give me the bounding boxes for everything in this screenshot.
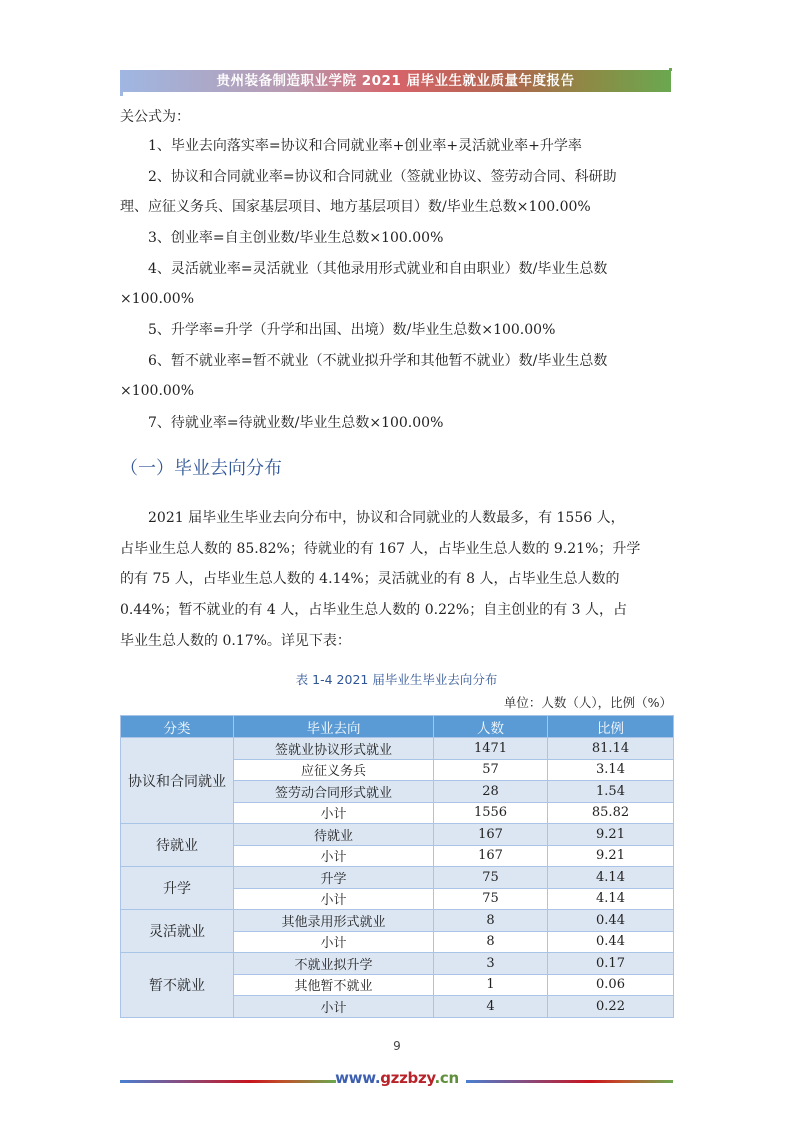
ratio-cell: 0.44 xyxy=(548,910,674,932)
ratio-cell: 0.44 xyxy=(548,931,674,953)
destination-cell: 升学 xyxy=(234,867,434,889)
url-suffix: .cn xyxy=(434,1069,459,1087)
category-cell: 暂不就业 xyxy=(121,953,234,1018)
formula-line: 4、灵活就业率=灵活就业（其他录用形式就业和自由职业）数/毕业生总数 xyxy=(148,261,608,277)
count-cell: 1 xyxy=(434,974,548,996)
ratio-cell: 81.14 xyxy=(548,738,674,760)
destination-cell: 小计 xyxy=(234,802,434,824)
footer-url[interactable] xyxy=(320,1068,474,1088)
ratio-cell: 9.21 xyxy=(548,845,674,867)
url-prefix: www. xyxy=(335,1069,381,1087)
category-cell: 灵活就业 xyxy=(121,910,234,953)
formula-line: 5、升学率=升学（升学和出国、出境）数/毕业生总数×100.00% xyxy=(148,322,556,338)
formula-line: ×100.00% xyxy=(120,291,195,307)
url-domain: gzzbzy xyxy=(380,1069,435,1087)
paragraph-line: 0.44%；暂不就业的有 4 人，占毕业生总人数的 0.22%；自主创业的有 3 人，占 xyxy=(120,602,628,618)
table-row xyxy=(121,738,674,760)
category-cell: 待就业 xyxy=(121,824,234,867)
destination-cell: 其他暂不就业 xyxy=(234,974,434,996)
destination-cell: 不就业拟升学 xyxy=(234,953,434,975)
count-cell: 1556 xyxy=(434,802,548,824)
destination-cell: 应征义务兵 xyxy=(234,759,434,781)
section-heading: （一）毕业去向分布 xyxy=(120,458,282,479)
ratio-cell: 0.22 xyxy=(548,996,674,1018)
destination-cell: 其他录用形式就业 xyxy=(234,910,434,932)
destination-cell: 签劳动合同形式就业 xyxy=(234,781,434,803)
table-row xyxy=(121,824,674,846)
footer-line-left xyxy=(120,1080,336,1083)
count-cell: 167 xyxy=(434,824,548,846)
formula-line: 2、协议和合同就业率=协议和合同就业（签就业协议、签劳动合同、科研助 xyxy=(148,169,617,185)
destination-cell: 小计 xyxy=(234,996,434,1018)
formula-line: 7、待就业率=待就业数/毕业生总数×100.00% xyxy=(148,415,444,431)
formula-line: 1、毕业去向落实率=协议和合同就业率+创业率+灵活就业率+升学率 xyxy=(148,138,582,154)
category-cell: 协议和合同就业 xyxy=(121,738,234,824)
destination-cell: 小计 xyxy=(234,931,434,953)
count-cell: 3 xyxy=(434,953,548,975)
count-cell: 8 xyxy=(434,910,548,932)
category-cell: 升学 xyxy=(121,867,234,910)
count-cell: 8 xyxy=(434,931,548,953)
column-header-destination: 毕业去向 xyxy=(234,716,434,738)
count-cell: 57 xyxy=(434,759,548,781)
paragraph-line: 占毕业生总人数的 85.82%；待就业的有 167 人，占毕业生总人数的 9.21%；升学 xyxy=(120,541,641,557)
formula-intro: 关公式为： xyxy=(120,109,190,125)
ratio-cell: 3.14 xyxy=(548,759,674,781)
destination-cell: 签就业协议形式就业 xyxy=(234,738,434,760)
column-header-ratio: 比例 xyxy=(548,716,674,738)
table-unit-label: 单位：人数（人），比例（%） xyxy=(503,695,672,710)
formula-line: ×100.00% xyxy=(120,383,195,399)
destination-cell: 小计 xyxy=(234,888,434,910)
formula-line: 3、创业率=自主创业数/毕业生总数×100.00% xyxy=(148,230,444,246)
count-cell: 167 xyxy=(434,845,548,867)
column-header-category: 分类 xyxy=(121,716,234,738)
table-row xyxy=(121,953,674,975)
page-number: 9 xyxy=(393,1039,401,1053)
ratio-cell: 85.82 xyxy=(548,802,674,824)
table-row xyxy=(121,867,674,889)
paragraph-line: 的有 75 人，占毕业生总人数的 4.14%；灵活就业的有 8 人，占毕业生总人数的 xyxy=(120,571,620,587)
ratio-cell: 1.54 xyxy=(548,781,674,803)
ratio-cell: 9.21 xyxy=(548,824,674,846)
ratio-cell: 4.14 xyxy=(548,867,674,889)
count-cell: 75 xyxy=(434,867,548,889)
table-header-row xyxy=(121,716,674,738)
footer-line-right xyxy=(466,1080,673,1083)
formula-line: 6、暂不就业率=暂不就业（不就业拟升学和其他暂不就业）数/毕业生总数 xyxy=(148,353,608,369)
ratio-cell: 0.06 xyxy=(548,974,674,996)
count-cell: 28 xyxy=(434,781,548,803)
count-cell: 4 xyxy=(434,996,548,1018)
table-row xyxy=(121,910,674,932)
count-cell: 75 xyxy=(434,888,548,910)
destination-cell: 待就业 xyxy=(234,824,434,846)
paragraph-line: 2021 届毕业生毕业去向分布中，协议和合同就业的人数最多，有 1556 人， xyxy=(148,510,625,526)
destination-cell: 小计 xyxy=(234,845,434,867)
paragraph-line: 毕业生总人数的 0.17%。详见下表： xyxy=(120,633,351,649)
count-cell: 1471 xyxy=(434,738,548,760)
ratio-cell: 0.17 xyxy=(548,953,674,975)
column-header-count: 人数 xyxy=(434,716,548,738)
ratio-cell: 4.14 xyxy=(548,888,674,910)
table-caption: 表 1-4 2021 届毕业生毕业去向分布 xyxy=(295,672,498,687)
destination-table xyxy=(120,715,674,1018)
formula-line: 理、应征义务兵、国家基层项目、地方基层项目）数/毕业生总数×100.00% xyxy=(120,199,591,215)
report-title: 贵州装备制造职业学院 2021 届毕业生就业质量年度报告 xyxy=(216,73,575,89)
